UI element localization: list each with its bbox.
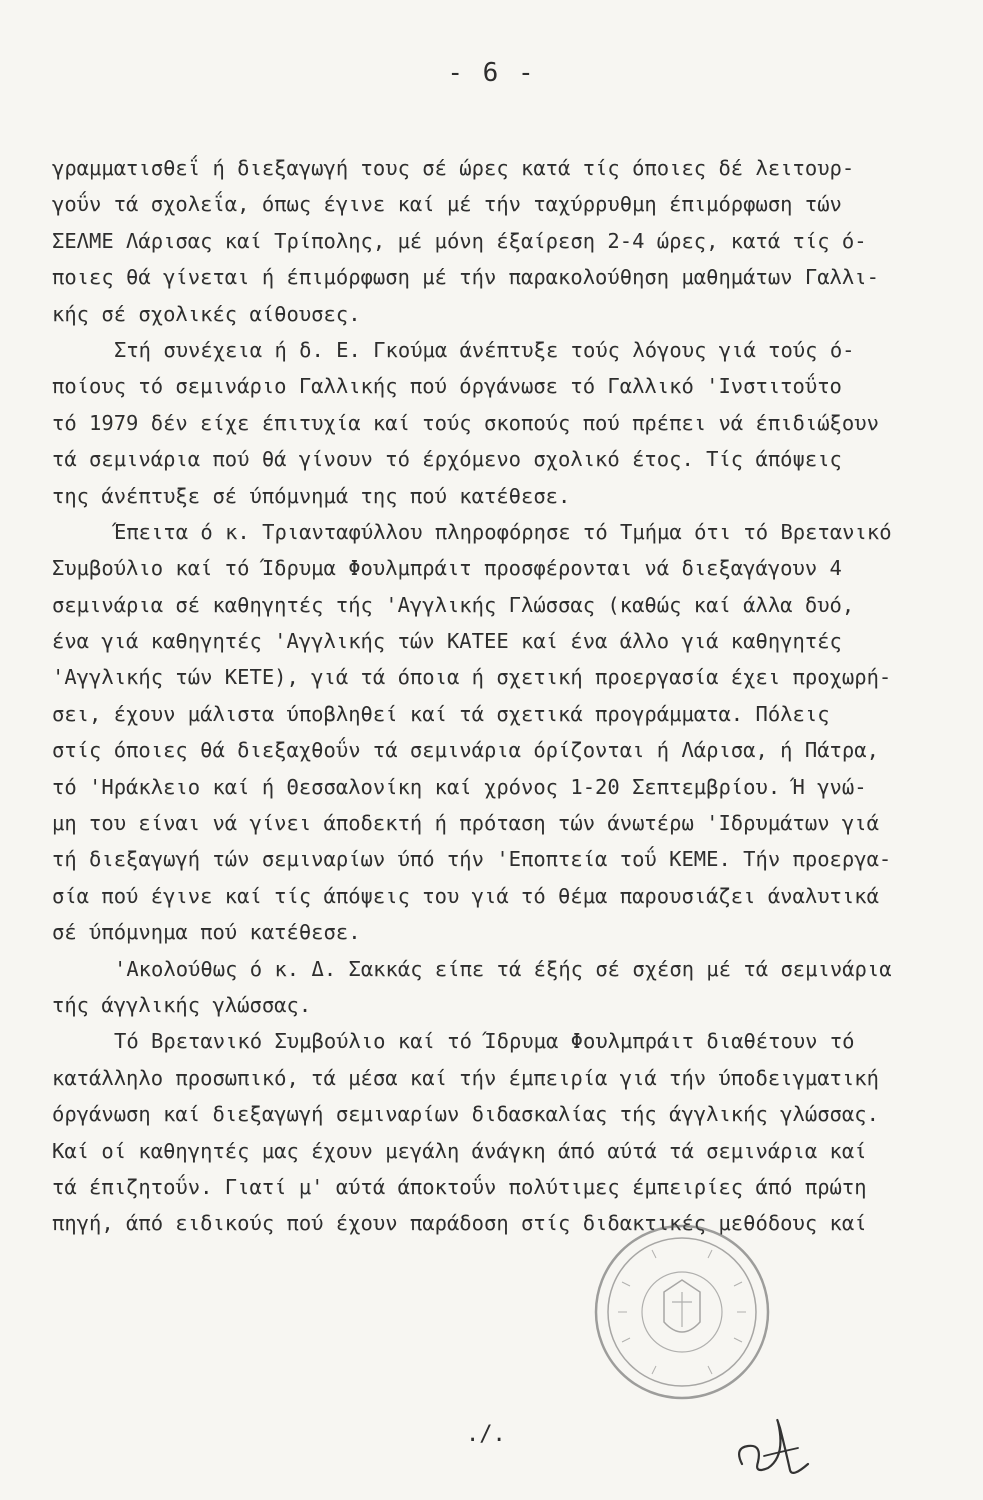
text-line: στίς όποιες θά διεξαχθοΰν τά σεμινάρια όρίζονται ή Λάρισα, ή Πάτρα, [52, 738, 879, 763]
text-line: τής άγγλικής γλώσσας. [52, 992, 312, 1017]
text-line: γοΰν τά σχολεΐα, όπως έγινε καί μέ τήν ταχύρρυθμη έπιμόρφωση τών [52, 192, 842, 217]
text-line: σία πού έγινε καί τίς άπόψεις του γιά τό θέμα παρουσιάζει άναλυτικά [52, 883, 879, 908]
text-line: Έπειτα ό κ. Τριανταφύλλου πληροφόρησε τό Τμήμα ότι τό Βρετανικό [114, 519, 892, 544]
text-line: ένα γιά καθηγητές 'Αγγλικής τών ΚΑΤΕΕ καί ένα άλλο γιά καθηγητές [52, 629, 842, 654]
text-line: κής σέ σχολικές αίθουσες. [52, 301, 361, 326]
continuation-mark: ./. [466, 1422, 506, 1447]
body-text [52, 150, 952, 1242]
text-line: της άνέπτυξε σέ ύπόμνημά της πού κατέθεσε. [52, 483, 571, 508]
signature [728, 1412, 818, 1482]
text-line: σέ ύπόμνημα πού κατέθεσε. [52, 920, 361, 945]
text-line: ποίους τό σεμινάριο Γαλλικής πού όργάνωσε τό Γαλλικό 'Ινστιτοΰτο [52, 374, 842, 399]
text-line: γραμματισθεΐ ή διεξαγωγή τους σέ ώρες κατά τίς όποιες δέ λειτουρ- [52, 156, 855, 180]
text-line: 'Ακολούθως ό κ. Δ. Σακκάς είπε τά έξής σέ σχέση μέ τά σεμινάρια [114, 956, 892, 981]
official-seal [592, 1222, 772, 1402]
text-line: τό 1979 δέν είχε έπιτυχία καί τούς σκοπούς πού πρέπει νά έπιδιώξουν [52, 410, 879, 435]
text-line: σει, έχουν μάλιστα ύποβληθεί καί τά σχετικά προγράμματα. Πόλεις [52, 701, 830, 726]
text-line: 'Αγγλικής τών ΚΕΤΕ), γιά τά όποια ή σχετική προεργασία έχει προχωρή- [52, 665, 892, 690]
text-line: τά έπιζητοΰν. Γιατί μ' αύτά άποκτοΰν πολύτιμες έμπειρίες άπό πρώτη [52, 1174, 867, 1199]
page-number: - 6 - [447, 58, 536, 88]
text-line: ποιες θά γίνεται ή έπιμόρφωση μέ τήν παρακολούθηση μαθημάτων Γαλλι- [52, 265, 879, 290]
text-line: μη του είναι νά γίνει άποδεκτή ή πρόταση τών άνωτέρω 'Ιδρυμάτων γιά [52, 811, 879, 836]
text-line: τά σεμινάρια πού θά γίνουν τό έρχόμενο σχολικό έτος. Τίς άπόψεις [52, 447, 842, 472]
text-line: κατάλληλο προσωπικό, τά μέσα καί τήν έμπειρία γιά τήν ύποδειγματική [52, 1065, 879, 1090]
text-line: πηγή, άπό ειδικούς πού έχουν παράδοση στίς διδακτικές μεθόδους καί [52, 1211, 867, 1236]
text-line: τή διεξαγωγή τών σεμιναρίων ύπό τήν 'Εποπτεία τοΰ ΚΕΜΕ. Τήν προεργα- [52, 847, 892, 872]
text-line: Συμβούλιο καί τό Ίδρυμα Φουλμπράιτ προσφέρονται νά διεξαγάγουν 4 [52, 556, 842, 581]
text-line: σεμινάρια σέ καθηγητές τής 'Αγγλικής Γλώσσας (καθώς καί άλλα δυό, [52, 592, 855, 617]
text-line: Καί οί καθηγητές μας έχουν μεγάλη άνάγκη άπό αύτά τά σεμινάρια καί [52, 1138, 867, 1163]
text-line: τό 'Ηράκλειο καί ή Θεσσαλονίκη καί χρόνος 1-20 Σεπτεμβρίου. Ή γνώ- [52, 774, 867, 799]
text-line: Τό Βρετανικό Συμβούλιο καί τό Ίδρυμα Φουλμπράιτ διαθέτουν τό [114, 1029, 855, 1054]
text-line: όργάνωση καί διεξαγωγή σεμιναρίων διδασκαλίας τής άγγλικής γλώσσας. [52, 1102, 879, 1127]
text-line: Στή συνέχεια ή δ. Ε. Γκούμα άνέπτυξε τούς λόγους γιά τούς ό- [114, 337, 855, 362]
text-line: ΣΕΛΜΕ Λάρισας καί Τρίπολης, μέ μόνη έξαίρεση 2-4 ώρες, κατά τίς ό- [52, 228, 867, 253]
